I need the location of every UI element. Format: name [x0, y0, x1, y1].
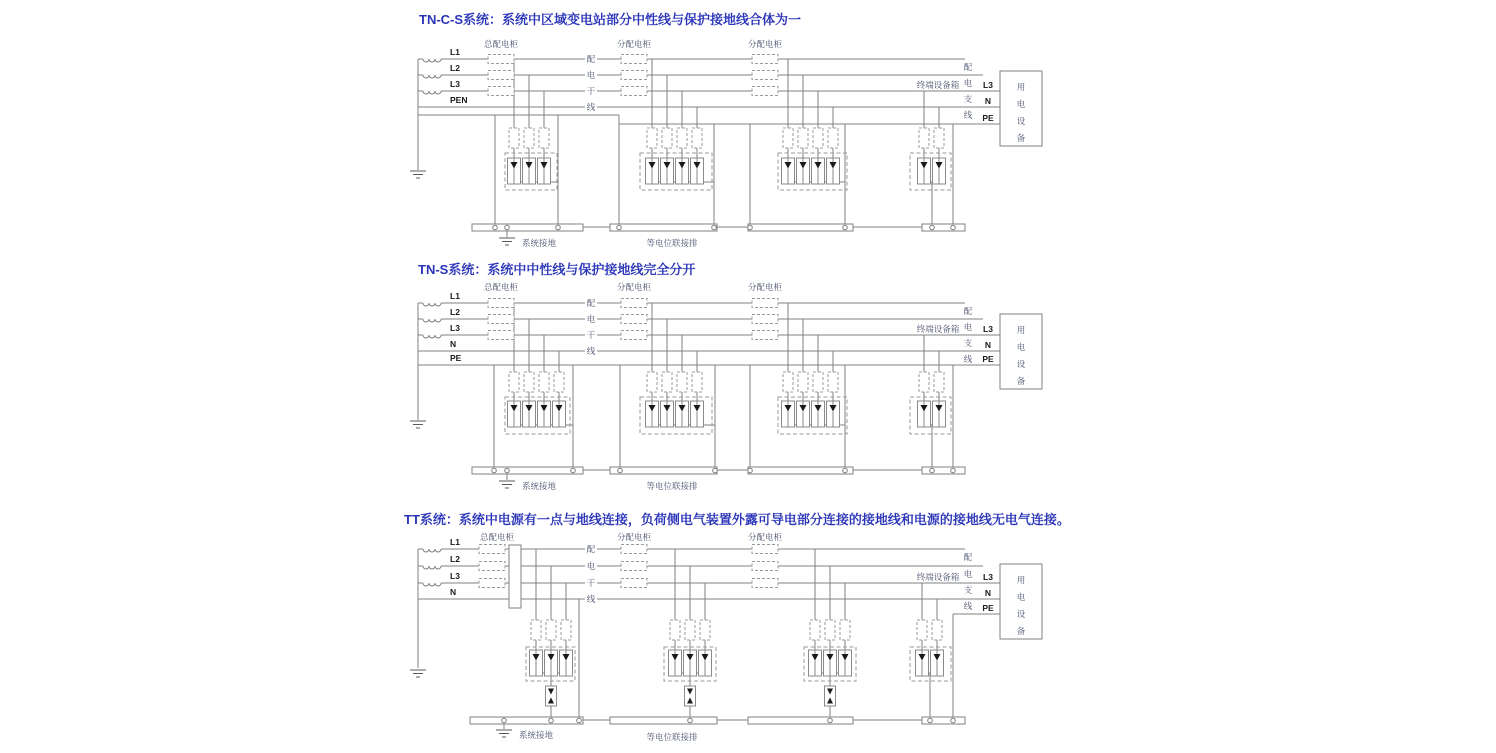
trunk-char: 线: [586, 102, 596, 112]
tns-wiring: [418, 303, 1000, 480]
fuse-icon: [752, 579, 778, 588]
equipment-char: 备: [1016, 133, 1026, 143]
right-label-n: N: [984, 588, 992, 598]
bonding-bar: [470, 717, 583, 724]
sub-cabinet-label: 分配电柜: [616, 282, 652, 292]
line-label-pe: PE: [450, 353, 462, 363]
fuse-icon: [692, 128, 702, 148]
fuse-icon: [488, 315, 514, 324]
line-label-l3: L3: [450, 323, 460, 333]
terminal-box-label: 终端设备箱: [916, 324, 960, 334]
fuse-icon: [488, 299, 514, 308]
node-icon: [930, 468, 935, 473]
bonding-bar: [472, 467, 583, 474]
fuse-icon: [647, 128, 657, 148]
coil-icon: [423, 319, 441, 322]
arrester-icon: [553, 401, 566, 427]
fuse-icon: [621, 87, 647, 96]
node-icon: [618, 468, 623, 473]
node-icon: [502, 718, 507, 723]
equipment-char: 电: [1016, 592, 1026, 602]
arrester-icon: [933, 401, 946, 427]
fuse-icon: [621, 55, 647, 64]
drop-fuses: [509, 372, 944, 392]
arrester-icon: [918, 158, 931, 184]
arrester-icon: [918, 401, 931, 427]
sub-cabinet-label: 分配电柜: [616, 532, 652, 542]
terminal-box-label: 终端设备箱: [916, 572, 960, 582]
fuse-icon: [828, 128, 838, 148]
right-label-l3: L3: [983, 324, 993, 334]
branch-char: 支: [963, 585, 973, 595]
arrester-icon: [684, 650, 697, 676]
fuse-icon: [752, 55, 778, 64]
arrester-icon: [699, 650, 712, 676]
trunk-line-label: [585, 298, 597, 356]
line-label-l2: L2: [450, 307, 460, 317]
fuse-icon: [752, 71, 778, 80]
fuse-icon: [752, 299, 778, 308]
coil-icon: [423, 75, 441, 78]
fuse-icon: [752, 315, 778, 324]
arrester-icon: [530, 650, 543, 676]
node-icon: [556, 225, 561, 230]
arrester-icon: [824, 650, 837, 676]
fuse-icon: [813, 128, 823, 148]
node-icon: [828, 718, 833, 723]
fuse-icon: [810, 620, 820, 640]
drop-fuses: [531, 620, 942, 640]
coil-icon: [423, 303, 441, 306]
right-label-pe: PE: [982, 113, 994, 123]
branch-char: 配: [963, 306, 973, 316]
fuse-icon: [488, 55, 514, 64]
arrester-icon: [839, 650, 852, 676]
arrester-icon: [646, 158, 659, 184]
fuse-icon: [783, 372, 793, 392]
ground-icon: [410, 421, 426, 428]
fuse-icon: [561, 620, 571, 640]
fuse-icon: [662, 128, 672, 148]
coil-icon: [423, 549, 441, 552]
arrester-group-boxes: [505, 153, 951, 190]
branch-char: 线: [963, 110, 973, 120]
fuse-icon: [934, 372, 944, 392]
surge-arresters: [530, 650, 944, 676]
arrester-icon: [523, 401, 536, 427]
equipment-char: 备: [1016, 376, 1026, 386]
trunk-char: 电: [586, 314, 596, 324]
bonding-bar: [472, 224, 583, 231]
arrester-icon: [560, 650, 573, 676]
tn-s-diagram: [410, 262, 1042, 491]
node-icon: [930, 225, 935, 230]
fuse-icon: [621, 315, 647, 324]
fuse-icon: [932, 620, 942, 640]
arrester-icon: [916, 650, 929, 676]
line-label-n: N: [450, 339, 457, 349]
fuse-icon: [677, 128, 687, 148]
branch-char: 配: [963, 552, 973, 562]
node-icon: [951, 225, 956, 230]
node-icon: [748, 468, 753, 473]
arrester-icon: [508, 401, 521, 427]
arrester-icon: [931, 650, 944, 676]
arrester-icon: [538, 401, 551, 427]
arrester-icon: [782, 401, 795, 427]
fuse-icon: [524, 372, 534, 392]
coil-icon: [423, 59, 441, 62]
equipment-char: 电: [1016, 342, 1026, 352]
bonding-bar-label: 等电位联接排: [646, 732, 698, 742]
trunk-char: 配: [586, 298, 596, 308]
line-label-l3: L3: [450, 571, 460, 581]
trunk-line-label: [585, 54, 597, 112]
line-label-n: N: [450, 587, 457, 597]
trunk-char: 干: [586, 578, 596, 588]
arrester-icon: [661, 158, 674, 184]
node-icon: [505, 468, 510, 473]
fuse-icon: [621, 562, 647, 571]
fuse-icon: [509, 128, 519, 148]
fuse-icon: [539, 128, 549, 148]
trunk-char: 线: [586, 594, 596, 604]
node-icon: [688, 718, 693, 723]
tt-diagram: [404, 512, 1070, 742]
arrester-icon: [827, 401, 840, 427]
equipment-char: 设: [1016, 609, 1026, 619]
fuse-icon: [524, 128, 534, 148]
sub-cabinet-label: 分配电柜: [747, 532, 783, 542]
fuse-icon: [677, 372, 687, 392]
fuse-icon: [531, 620, 541, 640]
ground-spark-gaps: [546, 686, 836, 706]
transformer-coils: [423, 549, 441, 586]
node-icon: [571, 468, 576, 473]
right-label-n: N: [984, 340, 992, 350]
diagram3-title: TT系统：系统中电源有一点与地线连接，负荷侧电气装置外露可导电部分连接的接地线和电源的接地线无电气连接。: [404, 512, 1070, 527]
spark-gap-icon: [825, 686, 836, 706]
equipment-char: 用: [1016, 82, 1026, 92]
fuse-icon: [752, 331, 778, 340]
arrester-icon: [933, 158, 946, 184]
trunk-char: 电: [586, 561, 596, 571]
trunk-char: 干: [586, 86, 596, 96]
arrester-icon: [782, 158, 795, 184]
trunk-line-label: [585, 544, 597, 604]
fuse-icon: [479, 579, 505, 588]
right-label-n: N: [984, 96, 992, 106]
arrester-icon: [661, 401, 674, 427]
arrester-icon: [797, 401, 810, 427]
fuse-icon: [813, 372, 823, 392]
fuse-icon: [621, 71, 647, 80]
trunk-char: 干: [586, 330, 596, 340]
diagram1-title: TN-C-S系统：系统中区域变电站部分中性线与保护接地线合体为一: [419, 12, 802, 27]
line-label-l1: L1: [450, 537, 460, 547]
main-cabinet-label: 总配电柜: [483, 39, 519, 49]
fuse-icon: [670, 620, 680, 640]
coil-icon: [423, 91, 441, 94]
fuse-icon: [488, 71, 514, 80]
fuse-icon: [621, 545, 647, 554]
bonding-bar-label: 等电位联接排: [646, 481, 698, 491]
branch-char: 支: [963, 338, 973, 348]
fuse-icon: [685, 620, 695, 640]
equipment-char: 电: [1016, 99, 1026, 109]
arrester-group-boxes: [505, 397, 951, 434]
sub-cabinet-label: 分配电柜: [747, 282, 783, 292]
arrester-icon: [545, 650, 558, 676]
trunk-char: 配: [586, 544, 596, 554]
fuse-icon: [919, 372, 929, 392]
node-icon: [505, 225, 510, 230]
trunk-char: 配: [586, 54, 596, 64]
right-label-l3: L3: [983, 80, 993, 90]
ground-icon: [410, 670, 426, 677]
bonding-bar-label: 等电位联接排: [646, 238, 698, 248]
equipment-char: 备: [1016, 626, 1026, 636]
transformer-coils: [423, 59, 441, 94]
surge-arresters: [508, 158, 946, 184]
diagram2-title: TN-S系统：系统中中性线与保护接地线完全分开: [418, 262, 696, 277]
fuse-icon: [554, 372, 564, 392]
fuse-icon: [647, 372, 657, 392]
equipment-char: 设: [1016, 359, 1026, 369]
fuse-icon: [798, 372, 808, 392]
tn-c-s-diagram: [410, 12, 1042, 248]
fuse-icon: [752, 562, 778, 571]
fuse-icon: [479, 562, 505, 571]
line-label-l1: L1: [450, 47, 460, 57]
arrester-icon: [691, 401, 704, 427]
arrester-icon: [508, 158, 521, 184]
terminal-box-label: 终端设备箱: [916, 80, 960, 90]
ground-icon: [499, 238, 515, 245]
arrester-icon: [691, 158, 704, 184]
fuse-icon: [621, 579, 647, 588]
node-icon: [712, 225, 717, 230]
node-icon: [951, 468, 956, 473]
sub-cabinet-label: 分配电柜: [616, 39, 652, 49]
fuse-icon: [840, 620, 850, 640]
fuse-icon: [488, 87, 514, 96]
right-label-pe: PE: [982, 603, 994, 613]
arrester-icon: [812, 401, 825, 427]
trunk-char: 线: [586, 346, 596, 356]
spark-gap-icon: [685, 686, 696, 706]
arrester-icon: [646, 401, 659, 427]
node-icon: [493, 225, 498, 230]
fuse-icon: [825, 620, 835, 640]
system-ground-label: 系统接地: [518, 730, 554, 740]
fuse-icon: [692, 372, 702, 392]
equipment-char: 用: [1016, 575, 1026, 585]
bonding-bar: [748, 467, 853, 474]
fuse-icon: [621, 331, 647, 340]
main-cabinet-label: 总配电柜: [479, 532, 515, 542]
fuse-icon: [752, 87, 778, 96]
node-icon: [713, 468, 718, 473]
node-icon: [617, 225, 622, 230]
arrester-icon: [797, 158, 810, 184]
arrester-icon: [669, 650, 682, 676]
fuse-icon: [479, 545, 505, 554]
bonding-bar: [610, 467, 717, 474]
fuse-icon: [919, 128, 929, 148]
line-label-l2: L2: [450, 63, 460, 73]
node-icon: [843, 468, 848, 473]
arrester-icon: [809, 650, 822, 676]
fuse-icon: [752, 545, 778, 554]
spark-gap-icon: [546, 686, 557, 706]
equipment-char: 用: [1016, 325, 1026, 335]
transformer-coils: [423, 303, 441, 338]
node-icon: [748, 225, 753, 230]
trunk-char: 电: [586, 70, 596, 80]
equipment-char: 设: [1016, 116, 1026, 126]
node-icon: [577, 718, 582, 723]
fuse-icon: [700, 620, 710, 640]
arrester-group-boxes: [526, 647, 951, 681]
fuse-icon: [662, 372, 672, 392]
bonding-bar: [748, 224, 853, 231]
arrester-icon: [538, 158, 551, 184]
branch-char: 线: [963, 354, 973, 364]
branch-char: 线: [963, 601, 973, 611]
line-label-pen: PEN: [450, 95, 468, 105]
branch-char: 支: [963, 94, 973, 104]
right-label-l3: L3: [983, 572, 993, 582]
fuse-icon: [539, 372, 549, 392]
coil-icon: [423, 566, 441, 569]
coil-icon: [423, 335, 441, 338]
line-label-l1: L1: [450, 291, 460, 301]
system-ground-label: 系统接地: [521, 238, 557, 248]
fuse-icon: [488, 331, 514, 340]
arrester-icon: [523, 158, 536, 184]
node-icon: [549, 718, 554, 723]
main-switch-bar: [509, 545, 521, 608]
drop-fuses: [509, 128, 944, 148]
coil-icon: [423, 583, 441, 586]
main-cabinet-label: 总配电柜: [483, 282, 519, 292]
bonding-bar: [610, 717, 717, 724]
system-ground-label: 系统接地: [521, 481, 557, 491]
node-icon: [843, 225, 848, 230]
fuse-icon: [621, 299, 647, 308]
arrester-icon: [812, 158, 825, 184]
ground-icon: [496, 730, 512, 737]
line-label-l2: L2: [450, 554, 460, 564]
line-label-l3: L3: [450, 79, 460, 89]
arrester-icon: [676, 158, 689, 184]
fuse-icon: [798, 128, 808, 148]
tncs-wiring: [418, 59, 1000, 237]
arrester-icon: [676, 401, 689, 427]
sub-cabinet-label: 分配电柜: [747, 39, 783, 49]
bonding-bar: [922, 224, 965, 231]
branch-char: 配: [963, 62, 973, 72]
fuse-icon: [509, 372, 519, 392]
bonding-bar: [610, 224, 717, 231]
ground-icon: [410, 171, 426, 178]
branch-char: 电: [963, 78, 973, 88]
ground-icon: [499, 481, 515, 488]
branch-char: 电: [963, 569, 973, 579]
fuse-icon: [828, 372, 838, 392]
branch-char: 电: [963, 322, 973, 332]
right-label-pe: PE: [982, 354, 994, 364]
fuse-icon: [917, 620, 927, 640]
fuse-icon: [783, 128, 793, 148]
bonding-bar: [748, 717, 853, 724]
node-icon: [951, 718, 956, 723]
node-icon: [492, 468, 497, 473]
fuse-icon: [546, 620, 556, 640]
branch-line-label: [964, 552, 973, 611]
node-icon: [928, 718, 933, 723]
fuse-icon: [934, 128, 944, 148]
bonding-bar: [922, 467, 965, 474]
arrester-icon: [827, 158, 840, 184]
